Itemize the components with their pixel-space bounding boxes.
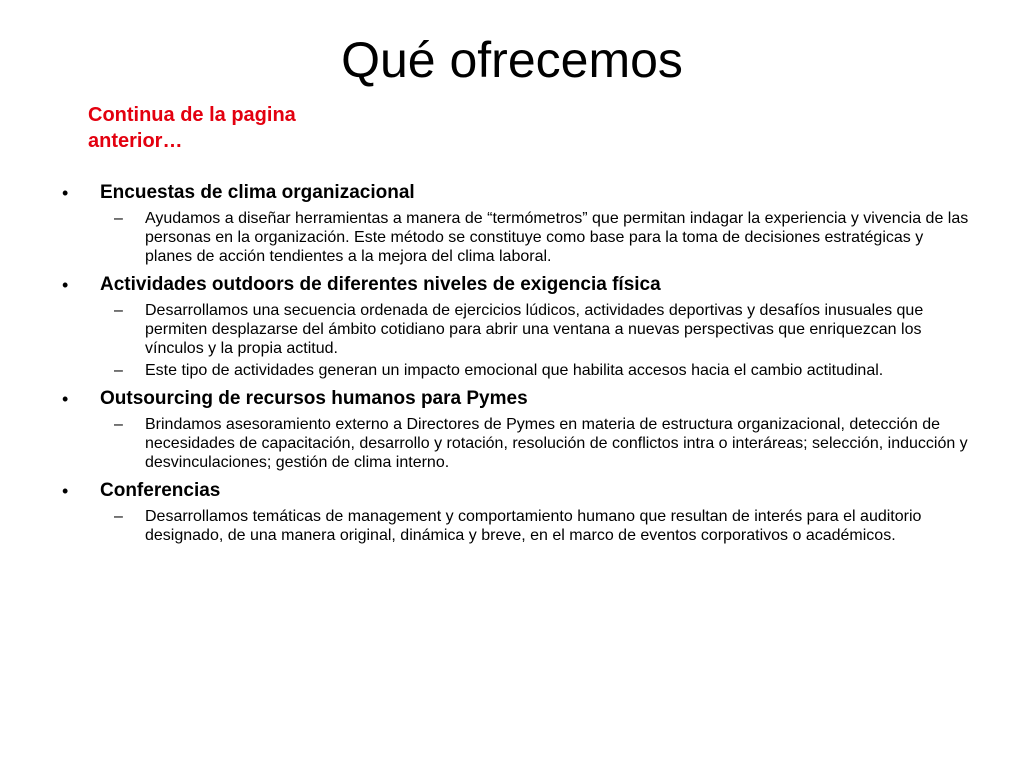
sub-item-text: Desarrollamos temáticas de management y comportamiento humano que resultan de interés para el auditorio designado, de una manera original, dinámica y breve, en el marco de eventos corporativos o académicos. (145, 508, 922, 544)
sub-list (100, 415, 972, 472)
bullet-section (60, 478, 972, 545)
slide-content (60, 180, 972, 545)
sub-list (100, 507, 972, 545)
bullet-section (60, 180, 972, 266)
section-heading: Actividades outdoors de diferentes niveles de exigencia física (100, 274, 661, 295)
bullet-section (60, 386, 972, 472)
section-heading: Outsourcing de recursos humanos para Pymes (100, 388, 528, 409)
dash-icon: – (114, 416, 123, 433)
section-heading: Encuestas de clima organizacional (100, 182, 415, 203)
bullet-icon: • (62, 481, 69, 501)
dash-icon: – (114, 302, 123, 319)
list-item (100, 301, 972, 358)
list-item (100, 415, 972, 472)
sub-list (100, 301, 972, 380)
slide-title: Qué ofrecemos (341, 32, 683, 88)
dash-icon: – (114, 508, 123, 525)
bullet-icon: • (62, 183, 69, 203)
sub-item-text: Este tipo de actividades generan un impacto emocional que habilita accesos hacia el cambio actitudinal. (145, 362, 884, 379)
slide-subtitle: Continua de la pagina anterior… (88, 104, 296, 152)
list-item (100, 209, 972, 266)
sub-item-text: Brindamos asesoramiento externo a Directores de Pymes en materia de estructura organizacional, detección de necesidades de capacitación, desarrollo y rotación, resolución de conflictos intra o interáreas; selección, inducción y desvinculaciones; gestión de clima interno. (145, 416, 968, 471)
bullet-icon: • (62, 275, 69, 295)
dash-icon: – (114, 210, 123, 227)
sub-item-text: Desarrollamos una secuencia ordenada de ejercicios lúdicos, actividades deportivas y desafíos inusuales que permiten desplazarse del ámbito cotidiano para abrir una ventana a nuevas perspectivas que enriquezcan los vínculos y la propia actitud. (145, 302, 924, 357)
sub-list (100, 209, 972, 266)
list-item (100, 507, 972, 545)
dash-icon: – (114, 362, 123, 379)
sub-item-text: Ayudamos a diseñar herramientas a manera de “termómetros” que permitan indagar la experiencia y vivencia de las personas en la organización. Este método se constituye como base para la toma de decisiones estratégicas y planes de acción tendientes a la mejora del clima laboral. (145, 210, 969, 265)
bullet-section (60, 272, 972, 380)
bullet-icon: • (62, 389, 69, 409)
list-item (100, 361, 972, 380)
section-heading: Conferencias (100, 480, 221, 501)
